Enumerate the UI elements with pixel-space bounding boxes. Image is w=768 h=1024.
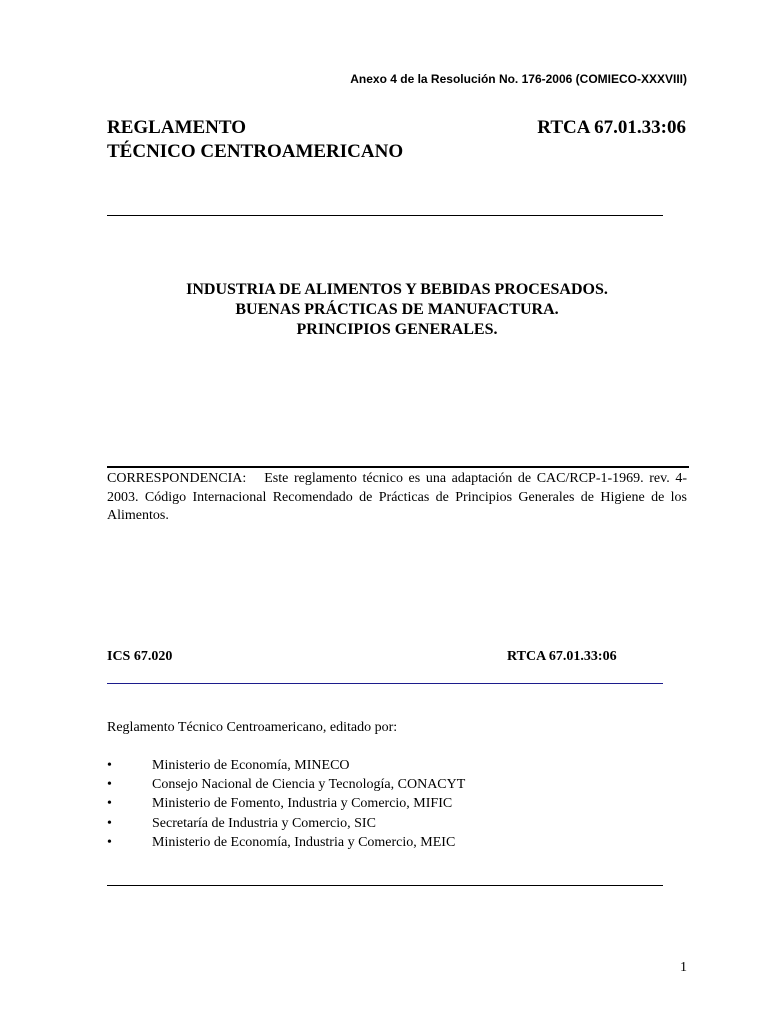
edited-by-intro: Reglamento Técnico Centroamericano, editado por: — [107, 720, 398, 735]
bullet-icon: • — [107, 796, 112, 812]
list-item — [107, 814, 465, 833]
bullet-icon: • — [107, 834, 112, 850]
list-item — [107, 775, 465, 794]
classification-divider — [107, 683, 663, 684]
document-title — [107, 116, 403, 164]
document-code: RTCA 67.01.33:06 — [537, 117, 686, 138]
annex-reference: Anexo 4 de la Resolución No. 176-2006 (COMIECO-XXXVIII) — [350, 72, 687, 86]
organization-name: Ministerio de Economía, Industria y Comercio, MEIC — [152, 834, 456, 850]
bullet-icon: • — [107, 758, 112, 773]
correspondence-label: CORRESPONDENCIA: — [107, 471, 247, 486]
header-divider — [107, 215, 663, 216]
ics-code: ICS 67.020 — [107, 649, 173, 664]
page-number: 1 — [680, 960, 687, 975]
list-item — [107, 756, 465, 775]
title-line-1: REGLAMENTO — [107, 117, 247, 138]
correspondence-paragraph — [107, 470, 687, 526]
list-item — [107, 833, 465, 852]
bullet-icon: • — [107, 815, 112, 831]
correspondence-divider — [107, 466, 689, 468]
bullet-icon: • — [107, 777, 112, 793]
correspondence-text: Este reglamento técnico es una adaptación de CAC/RCP-1-1969. rev. 4-2003. Código Internacional Recomendado de Prácticas de Principios Generales de Higiene de los Alimentos. — [107, 471, 687, 523]
list-item — [107, 794, 465, 813]
classification-rtca-code: RTCA 67.01.33:06 — [507, 649, 617, 664]
organization-name: Consejo Nacional de Ciencia y Tecnología, CONACYT — [152, 777, 466, 793]
organization-name: Ministerio de Economía, MINECO — [152, 758, 350, 773]
organization-list — [107, 756, 465, 852]
footer-divider — [107, 885, 663, 886]
subject-line-1: INDUSTRIA DE ALIMENTOS Y BEBIDAS PROCESADOS. — [186, 281, 608, 298]
organization-name: Ministerio de Fomento, Industria y Comercio, MIFIC — [152, 796, 453, 812]
subject-line-3: PRINCIPIOS GENERALES. — [296, 321, 498, 338]
subject-line-2: BUENAS PRÁCTICAS DE MANUFACTURA. — [235, 301, 559, 318]
title-line-2: TÉCNICO CENTROAMERICANO — [107, 141, 404, 162]
document-subject — [107, 280, 687, 340]
organization-name: Secretaría de Industria y Comercio, SIC — [152, 815, 376, 831]
